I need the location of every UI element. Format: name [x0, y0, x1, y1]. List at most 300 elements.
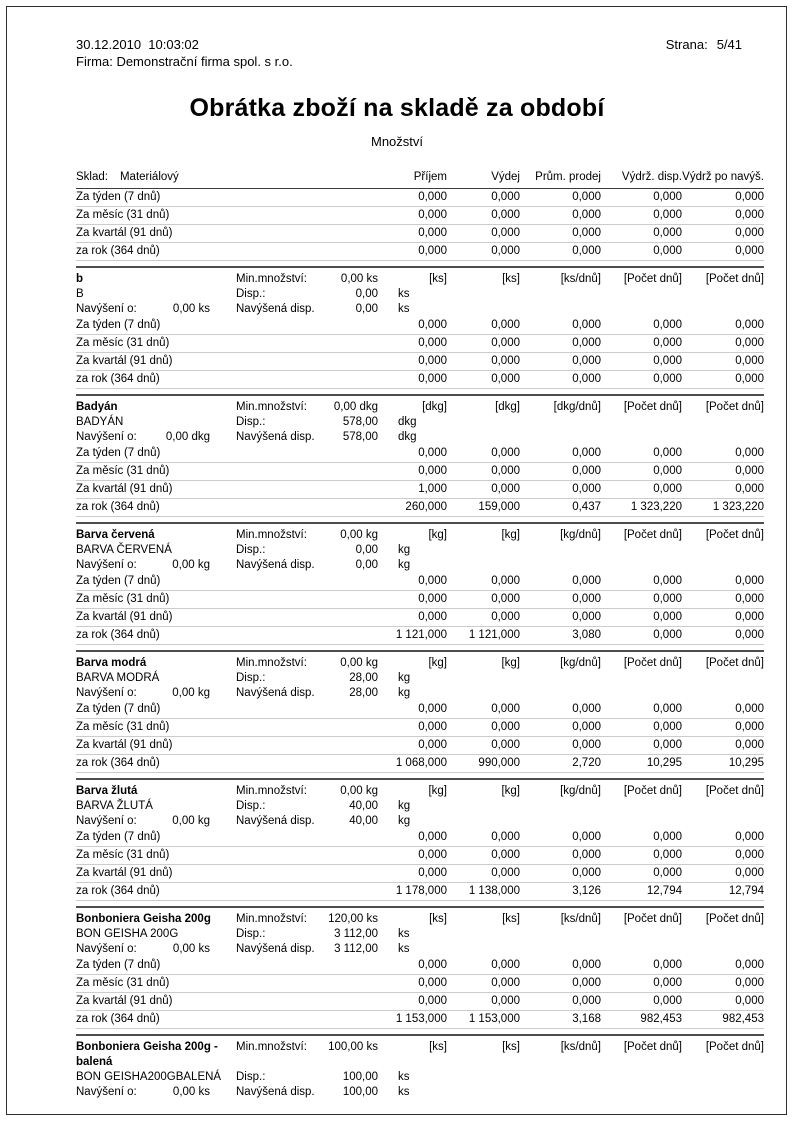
cell-vydrz-disp: 0,000	[653, 593, 682, 605]
cell-vydej: 1 121,000	[468, 629, 520, 641]
sklad-cell	[76, 170, 236, 185]
unit-bracket: [kg]	[428, 785, 447, 797]
cell-vydrz-po-navys: 0,000	[735, 867, 764, 879]
cell-vydrz-po-navys: 0,000	[735, 959, 764, 971]
increase-label: Navýšení o:	[76, 943, 137, 955]
cell-vydrz-disp: 0,000	[653, 373, 682, 385]
unit-bracket: [Počet dnů]	[705, 401, 764, 413]
cell-vydrz-disp: 0,000	[653, 245, 682, 257]
cell-vydej: 0,000	[491, 703, 520, 715]
disp-value: 3 112,00	[334, 928, 378, 940]
item-code-row	[76, 287, 764, 302]
increase-group	[76, 558, 236, 573]
increased-disp-value: 0,00	[355, 559, 378, 571]
item-name: b	[76, 273, 84, 285]
increase-row	[76, 686, 764, 701]
cell-vydrz-po-navys: 0,000	[735, 227, 764, 239]
cell-vydrz-po-navys: 12,794	[728, 885, 764, 897]
cell-vydej: 0,000	[491, 483, 520, 495]
period-label: Za měsíc (31 dnů)	[76, 593, 170, 605]
cell-vydrz-disp: 0,000	[653, 209, 682, 221]
increased-disp-label: Navýšená disp.	[236, 687, 315, 699]
cell-vydrz-po-navys: 0,000	[735, 465, 764, 477]
increase-label: Navýšení o:	[76, 303, 137, 315]
item-code-row	[76, 543, 764, 558]
period-label: Za kvartál (91 dnů)	[76, 483, 173, 495]
page-number: 5/41	[716, 37, 742, 52]
increase-group	[76, 1085, 236, 1100]
period-label: za rok (364 dnů)	[76, 501, 160, 513]
item-header-row	[76, 784, 764, 799]
cell-vydej: 0,000	[491, 611, 520, 623]
cell-vydrz-po-navys: 0,000	[735, 245, 764, 257]
unit-bracket: [Počet dnů]	[705, 529, 764, 541]
increase-row	[76, 942, 764, 957]
cell-vydrz-disp: 0,000	[653, 191, 682, 203]
period-label: Za měsíc (31 dnů)	[76, 977, 170, 989]
increased-disp-unit: kg	[398, 559, 411, 571]
cell-prijem: 1 178,000	[395, 885, 447, 897]
cell-vydrz-disp: 0,000	[653, 959, 682, 971]
cell-vydrz-po-navys: 0,000	[735, 629, 764, 641]
period-label: Za měsíc (31 dnů)	[76, 721, 170, 733]
disp-label: Disp.:	[236, 416, 266, 428]
cell-vydrz-po-navys: 1 323,220	[712, 501, 764, 513]
min-qty-label: Min.množství:	[236, 529, 307, 541]
report-header	[0, 0, 794, 70]
col-header-vydrz-po-navys: Výdrž po navýš.	[682, 171, 764, 183]
unit-bracket: [kg/dnů]	[560, 529, 601, 541]
disp-value: 578,00	[342, 416, 378, 428]
disp-unit: kg	[398, 672, 411, 684]
increased-disp-value: 28,00	[349, 687, 378, 699]
disp-unit: kg	[398, 800, 411, 812]
period-label: Za měsíc (31 dnů)	[76, 337, 170, 349]
period-row	[76, 353, 764, 371]
period-label: za rok (364 dnů)	[76, 629, 160, 641]
cell-vydrz-disp: 0,000	[653, 337, 682, 349]
period-row	[76, 609, 764, 627]
item-section	[76, 650, 764, 773]
cell-vydej: 0,000	[491, 849, 520, 861]
cell-prum-prodej: 0,000	[572, 703, 601, 715]
increased-disp-label: Navýšená disp.	[236, 943, 315, 955]
period-row	[76, 189, 764, 207]
disp-unit: ks	[398, 1071, 410, 1083]
cell-prum-prodej: 0,000	[572, 977, 601, 989]
item-code: BON GEISHA200GBALENÁ	[76, 1071, 222, 1083]
unit-bracket: [ks]	[502, 273, 520, 285]
increase-label: Navýšení o:	[76, 1086, 137, 1098]
increased-disp-group	[236, 430, 447, 445]
item-header-row	[76, 272, 764, 287]
cell-prijem: 1 121,000	[395, 629, 447, 641]
period-label: Za kvartál (91 dnů)	[76, 867, 173, 879]
increase-label: Navýšení o:	[76, 815, 137, 827]
cell-vydrz-po-navys: 0,000	[735, 611, 764, 623]
increase-value: 0,00 kg	[172, 815, 210, 827]
cell-vydej: 0,000	[491, 319, 520, 331]
cell-prijem: 0,000	[418, 703, 447, 715]
cell-vydrz-po-navys: 0,000	[735, 373, 764, 385]
cell-prijem: 0,000	[418, 191, 447, 203]
cell-vydej: 0,000	[491, 575, 520, 587]
increase-row	[76, 558, 764, 573]
cell-prijem: 0,000	[418, 611, 447, 623]
unit-bracket: [Počet dnů]	[705, 785, 764, 797]
cell-vydrz-po-navys: 0,000	[735, 721, 764, 733]
item-code: B	[76, 288, 84, 300]
period-row	[76, 499, 764, 517]
cell-vydrz-po-navys: 0,000	[735, 831, 764, 843]
min-qty-label: Min.množství:	[236, 273, 307, 285]
cell-prum-prodej: 0,000	[572, 739, 601, 751]
increase-value: 0,00 dkg	[165, 431, 210, 443]
increase-row	[76, 302, 764, 317]
item-code: BADYÁN	[76, 416, 124, 428]
cell-prum-prodej: 0,000	[572, 465, 601, 477]
period-row	[76, 701, 764, 719]
cell-prum-prodej: 0,000	[572, 831, 601, 843]
page-label: Strana:	[665, 37, 708, 52]
cell-vydej: 0,000	[491, 355, 520, 367]
cell-vydrz-disp: 12,794	[646, 885, 682, 897]
increased-disp-group	[236, 686, 447, 701]
cell-prum-prodej: 0,000	[572, 447, 601, 459]
item-section	[76, 778, 764, 901]
company-line: Firma: Demonstrační firma spol. s r.o.	[76, 54, 293, 69]
cell-vydej: 0,000	[491, 593, 520, 605]
disp-label: Disp.:	[236, 800, 266, 812]
disp-unit: kg	[398, 544, 411, 556]
period-row	[76, 627, 764, 645]
cell-prijem: 0,000	[418, 867, 447, 879]
unit-bracket: [kg]	[501, 785, 520, 797]
period-row	[76, 445, 764, 463]
report-title: Obrátka zboží na skladě za období	[189, 94, 605, 122]
increased-disp-label: Navýšená disp.	[236, 1086, 315, 1098]
increased-disp-group	[236, 302, 447, 317]
cell-prum-prodej: 0,000	[572, 355, 601, 367]
cell-vydej: 0,000	[491, 373, 520, 385]
min-qty-group	[236, 400, 447, 415]
period-row	[76, 371, 764, 389]
disp-label: Disp.:	[236, 672, 266, 684]
unit-bracket: [ks/dnů]	[560, 273, 601, 285]
period-label: za rok (364 dnů)	[76, 757, 160, 769]
cell-vydrz-po-navys: 0,000	[735, 483, 764, 495]
col-header-prijem: Příjem	[413, 171, 447, 183]
unit-bracket: [ks/dnů]	[560, 1041, 601, 1053]
cell-vydrz-disp: 0,000	[653, 629, 682, 641]
period-row	[76, 865, 764, 883]
period-label: Za týden (7 dnů)	[76, 319, 161, 331]
increase-row	[76, 430, 764, 445]
cell-prum-prodej: 0,000	[572, 373, 601, 385]
disp-value: 28,00	[349, 672, 378, 684]
cell-prum-prodej: 0,000	[572, 319, 601, 331]
cell-vydej: 0,000	[491, 977, 520, 989]
disp-group	[236, 287, 447, 302]
disp-label: Disp.:	[236, 288, 266, 300]
cell-prijem: 0,000	[418, 959, 447, 971]
unit-bracket: [Počet dnů]	[623, 657, 682, 669]
item-code-row	[76, 415, 764, 430]
period-label: Za kvartál (91 dnů)	[76, 739, 173, 751]
period-row	[76, 481, 764, 499]
col-header-vydrz-disp: Výdrž. disp.	[621, 171, 682, 183]
cell-vydrz-disp: 0,000	[653, 447, 682, 459]
cell-prijem: 0,000	[418, 721, 447, 733]
cell-vydrz-disp: 0,000	[653, 977, 682, 989]
disp-group	[236, 1070, 447, 1085]
disp-value: 0,00	[355, 288, 378, 300]
item-name: Bonboniera Geisha 200g	[76, 913, 211, 925]
cell-vydrz-disp: 0,000	[653, 831, 682, 843]
disp-group	[236, 927, 447, 942]
min-qty-group	[236, 912, 447, 927]
cell-prijem: 0,000	[418, 739, 447, 751]
increased-disp-group	[236, 814, 447, 829]
min-qty-value: 0,00 kg	[340, 529, 378, 541]
min-qty-value: 0,00 kg	[340, 657, 378, 669]
cell-prum-prodej: 0,000	[572, 483, 601, 495]
item-header-row	[76, 912, 764, 927]
report-table	[76, 170, 764, 1100]
cell-prijem: 0,000	[418, 337, 447, 349]
cell-vydrz-disp: 0,000	[653, 739, 682, 751]
cell-vydej: 0,000	[491, 337, 520, 349]
period-row	[76, 207, 764, 225]
min-qty-group	[236, 656, 447, 671]
period-row	[76, 719, 764, 737]
min-qty-label: Min.množství:	[236, 785, 307, 797]
cell-prijem: 1 068,000	[395, 757, 447, 769]
cell-prum-prodej: 2,720	[572, 757, 601, 769]
cell-vydrz-po-navys: 0,000	[735, 319, 764, 331]
min-qty-label: Min.množství:	[236, 401, 307, 413]
item-section	[76, 522, 764, 645]
cell-vydrz-po-navys: 0,000	[735, 575, 764, 587]
item-code-row	[76, 1070, 764, 1085]
period-row	[76, 335, 764, 353]
cell-prum-prodej: 0,437	[572, 501, 601, 513]
unit-bracket: [Počet dnů]	[623, 529, 682, 541]
unit-bracket: [Počet dnů]	[705, 273, 764, 285]
unit-bracket: [Počet dnů]	[623, 785, 682, 797]
cell-prum-prodej: 0,000	[572, 849, 601, 861]
period-label: Za měsíc (31 dnů)	[76, 849, 170, 861]
cell-prijem: 0,000	[418, 447, 447, 459]
period-row	[76, 1011, 764, 1029]
item-code: BON GEISHA 200G	[76, 928, 179, 940]
period-row	[76, 591, 764, 609]
period-label: Za kvartál (91 dnů)	[76, 355, 173, 367]
cell-vydej: 0,000	[491, 227, 520, 239]
increase-group	[76, 942, 236, 957]
cell-vydej: 990,000	[478, 757, 520, 769]
period-label: Za týden (7 dnů)	[76, 831, 161, 843]
cell-vydej: 0,000	[491, 867, 520, 879]
period-label: Za měsíc (31 dnů)	[76, 465, 170, 477]
cell-prum-prodej: 0,000	[572, 209, 601, 221]
min-qty-value: 0,00 kg	[340, 785, 378, 797]
cell-vydej: 0,000	[491, 959, 520, 971]
period-row	[76, 573, 764, 591]
cell-prijem: 0,000	[418, 319, 447, 331]
cell-vydrz-po-navys: 0,000	[735, 355, 764, 367]
unit-bracket: [ks]	[429, 273, 447, 285]
period-label: za rok (364 dnů)	[76, 1013, 160, 1025]
report-datetime: 30.12.2010 10:03:02	[76, 37, 199, 52]
min-qty-label: Min.množství:	[236, 1041, 307, 1053]
sklad-label: Sklad:	[76, 171, 108, 183]
unit-bracket: [Počet dnů]	[623, 913, 682, 925]
item-name: Bonboniera Geisha 200g - balená	[76, 1041, 218, 1068]
unit-bracket: [kg]	[501, 529, 520, 541]
item-code: BARVA ŽLUTÁ	[76, 800, 153, 812]
period-label: Za týden (7 dnů)	[76, 703, 161, 715]
sklad-value: Materiálový	[119, 171, 179, 183]
item-section	[76, 906, 764, 1029]
disp-value: 40,00	[349, 800, 378, 812]
cell-prum-prodej: 0,000	[572, 593, 601, 605]
cell-prijem: 0,000	[418, 849, 447, 861]
period-row	[76, 755, 764, 773]
cell-vydrz-disp: 0,000	[653, 867, 682, 879]
increase-value: 0,00 ks	[172, 1086, 210, 1098]
cell-prijem: 0,000	[418, 995, 447, 1007]
item-header-row	[76, 1040, 764, 1070]
cell-vydrz-po-navys: 0,000	[735, 977, 764, 989]
disp-group	[236, 543, 447, 558]
continued-item-rows	[76, 189, 764, 261]
unit-bracket: [kg]	[428, 529, 447, 541]
col-header-prum-prodej: Prům. prodej	[535, 171, 601, 183]
cell-vydrz-disp: 0,000	[653, 319, 682, 331]
min-qty-value: 120,00 ks	[328, 913, 378, 925]
increased-disp-value: 578,00	[342, 431, 378, 443]
increase-value: 0,00 kg	[172, 559, 210, 571]
cell-vydrz-disp: 1 323,220	[630, 501, 682, 513]
item-name: Badyán	[76, 401, 118, 413]
period-label: Za týden (7 dnů)	[76, 447, 161, 459]
min-qty-group	[236, 528, 447, 543]
item-header-row	[76, 528, 764, 543]
increase-row	[76, 1085, 764, 1100]
unit-bracket: [Počet dnů]	[623, 401, 682, 413]
table-body	[76, 189, 764, 1100]
cell-vydej: 0,000	[491, 191, 520, 203]
cell-vydej: 1 153,000	[468, 1013, 520, 1025]
cell-vydrz-po-navys: 0,000	[735, 337, 764, 349]
cell-vydej: 0,000	[491, 447, 520, 459]
disp-unit: dkg	[398, 416, 417, 428]
cell-vydrz-po-navys: 0,000	[735, 191, 764, 203]
cell-prum-prodej: 0,000	[572, 995, 601, 1007]
unit-bracket: [ks]	[502, 1041, 520, 1053]
cell-prijem: 0,000	[418, 465, 447, 477]
disp-group	[236, 415, 447, 430]
period-row	[76, 737, 764, 755]
increased-disp-value: 0,00	[355, 303, 378, 315]
cell-vydrz-disp: 0,000	[653, 995, 682, 1007]
period-row	[76, 993, 764, 1011]
period-row	[76, 829, 764, 847]
min-qty-value: 0,00 ks	[340, 273, 378, 285]
cell-vydrz-po-navys: 982,453	[722, 1013, 764, 1025]
cell-prijem: 0,000	[418, 593, 447, 605]
unit-bracket: [kg/dnů]	[560, 657, 601, 669]
cell-vydrz-disp: 10,295	[646, 757, 682, 769]
period-row	[76, 225, 764, 243]
period-label: Za týden (7 dnů)	[76, 575, 161, 587]
min-qty-value: 100,00 ks	[328, 1041, 378, 1053]
period-label: za rok (364 dnů)	[76, 245, 160, 257]
unit-bracket: [kg/dnů]	[560, 785, 601, 797]
item-header-row	[76, 656, 764, 671]
item-name: Barva modrá	[76, 657, 147, 669]
period-row	[76, 957, 764, 975]
cell-prijem: 0,000	[418, 831, 447, 843]
increased-disp-value: 100,00	[342, 1086, 378, 1098]
disp-value: 0,00	[355, 544, 378, 556]
cell-vydrz-po-navys: 0,000	[735, 447, 764, 459]
cell-prijem: 1 153,000	[395, 1013, 447, 1025]
period-row	[76, 463, 764, 481]
cell-vydej: 0,000	[491, 245, 520, 257]
period-label: Za měsíc (31 dnů)	[76, 209, 170, 221]
period-label: Za týden (7 dnů)	[76, 959, 161, 971]
cell-vydej: 1 138,000	[468, 885, 520, 897]
period-label: Za kvartál (91 dnů)	[76, 611, 173, 623]
cell-prum-prodej: 0,000	[572, 867, 601, 879]
increased-disp-label: Navýšená disp.	[236, 559, 315, 571]
cell-vydrz-po-navys: 0,000	[735, 703, 764, 715]
increased-disp-value: 40,00	[349, 815, 378, 827]
increase-value: 0,00 kg	[172, 687, 210, 699]
table-header-row	[76, 170, 764, 189]
item-section	[76, 394, 764, 517]
cell-prijem: 1,000	[418, 483, 447, 495]
item-header-row	[76, 400, 764, 415]
disp-label: Disp.:	[236, 1071, 266, 1083]
unit-bracket: [kg]	[428, 657, 447, 669]
period-label: Za kvartál (91 dnů)	[76, 227, 173, 239]
unit-bracket: [kg]	[501, 657, 520, 669]
increase-row	[76, 814, 764, 829]
increased-disp-unit: ks	[398, 1086, 410, 1098]
period-label: za rok (364 dnů)	[76, 373, 160, 385]
cell-vydrz-po-navys: 0,000	[735, 209, 764, 221]
increase-group	[76, 814, 236, 829]
cell-vydrz-po-navys: 10,295	[728, 757, 764, 769]
increase-label: Navýšení o:	[76, 431, 137, 443]
unit-bracket: [dkg]	[422, 401, 447, 413]
increase-value: 0,00 ks	[172, 943, 210, 955]
unit-bracket: [Počet dnů]	[705, 913, 764, 925]
disp-group	[236, 671, 447, 686]
page-indicator	[666, 36, 742, 53]
cell-prum-prodej: 0,000	[572, 245, 601, 257]
increased-disp-unit: kg	[398, 687, 411, 699]
cell-vydej: 0,000	[491, 721, 520, 733]
cell-vydrz-disp: 0,000	[653, 465, 682, 477]
cell-vydej: 0,000	[491, 831, 520, 843]
period-row	[76, 883, 764, 901]
item-code-row	[76, 799, 764, 814]
cell-prijem: 0,000	[418, 245, 447, 257]
